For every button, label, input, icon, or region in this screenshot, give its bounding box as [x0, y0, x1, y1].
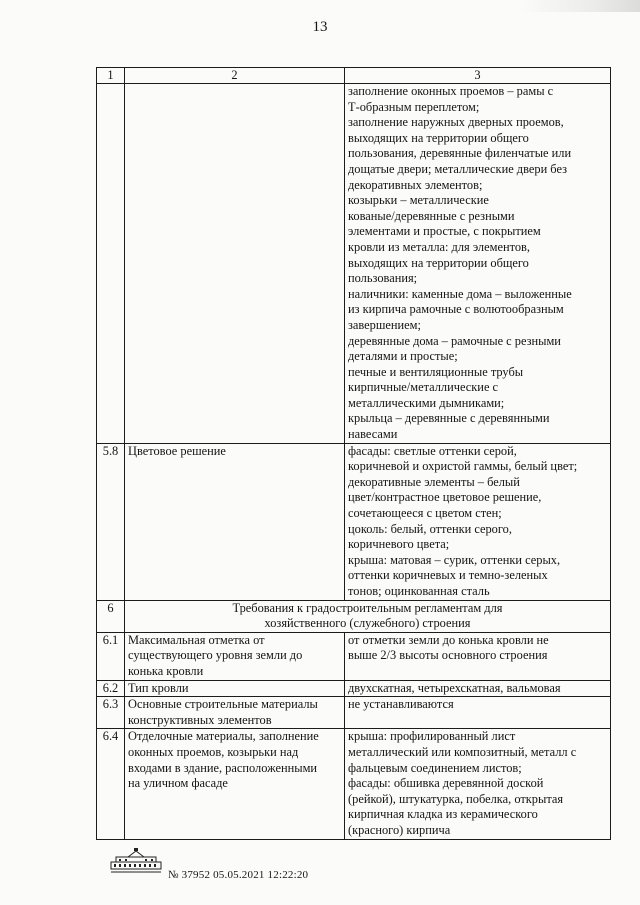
table-row [97, 632, 611, 680]
row-number: 6.2 [97, 680, 125, 697]
row-value: крыша: профилированный лист металлический или композитный, металл с фальцевым соединением листов; фасады: обшивка деревянной доской (рейкой), штукатурка, побелка, открытая кирпичная кладка из керамического (красного) кирпича [345, 729, 611, 839]
row-number: 6.3 [97, 697, 125, 729]
administration-building-logo [110, 848, 162, 874]
section-number: 6 [97, 600, 125, 632]
row-number: 5.8 [97, 443, 125, 600]
row-number: 6.4 [97, 729, 125, 839]
table-header-row [97, 68, 611, 84]
row-name: Максимальная отметка от существующего уровня земли до конька кровли [125, 632, 345, 680]
registration-stamp: № 37952 05.05.2021 12:22:20 [168, 869, 309, 881]
table-row [97, 84, 611, 444]
row-number: 6.1 [97, 632, 125, 680]
scan-artifact [520, 0, 640, 12]
table-row [97, 729, 611, 839]
row-name: Тип кровли [125, 680, 345, 697]
header-col-2: 2 [125, 68, 345, 84]
section-title: Требования к градостроительным регламентам для хозяйственного (служебного) строения [125, 600, 611, 632]
row-value: не устанавливаются [345, 697, 611, 729]
table-row [97, 697, 611, 729]
row-name: Основные строительные материалы конструктивных элементов [125, 697, 345, 729]
header-col-1: 1 [97, 68, 125, 84]
table-row [97, 680, 611, 697]
header-col-3: 3 [345, 68, 611, 84]
row-value: от отметки земли до конька кровли не выше 2/3 высоты основного строения [345, 632, 611, 680]
row-name: Отделочные материалы, заполнение оконных проемов, козырьки над входами в здание, расположенными на уличном фасаде [125, 729, 345, 839]
table-row [97, 443, 611, 600]
row-name: Цветовое решение [125, 443, 345, 600]
row-value: фасады: светлые оттенки серой, коричневой и охристой гаммы, белый цвет; декоративные элементы – белый цвет/контрастное цветовое решение, сочетающееся с цветом стен; цоколь: белый, оттенки серого, коричневого цвета; крыша: матовая – сурик, оттенки серых, оттенки коричневых и темно-зеленых тонов; оцинкованная сталь [345, 443, 611, 600]
row-number [97, 84, 125, 444]
requirements-table [96, 67, 611, 840]
document-footer [110, 848, 450, 882]
row-name [125, 84, 345, 444]
row-value: заполнение оконных проемов – рамы с Т-образным переплетом; заполнение наружных дверных проемов, выходящих на территории общего пользования, деревянные филенчатые или дощатые двери; металлические двери без декоративных элементов; козырьки – металлические кованые/деревянные с резными элементами и простые, с покрытием кровли из металла: для элементов, выходящих на территории общего пользования; наличники: каменные дома – выложенные из кирпича рамочные с волютообразным завершением; деревянные дома – рамочные с резными деталями и простые; печные и вентиляционные трубы кирпичные/металлические с металлическими дымниками; крыльца – деревянные с деревянными навесами [345, 84, 611, 444]
page-number: 13 [312, 19, 328, 35]
section-row [97, 600, 611, 632]
row-value: двухскатная, четырехскатная, вальмовая [345, 680, 611, 697]
